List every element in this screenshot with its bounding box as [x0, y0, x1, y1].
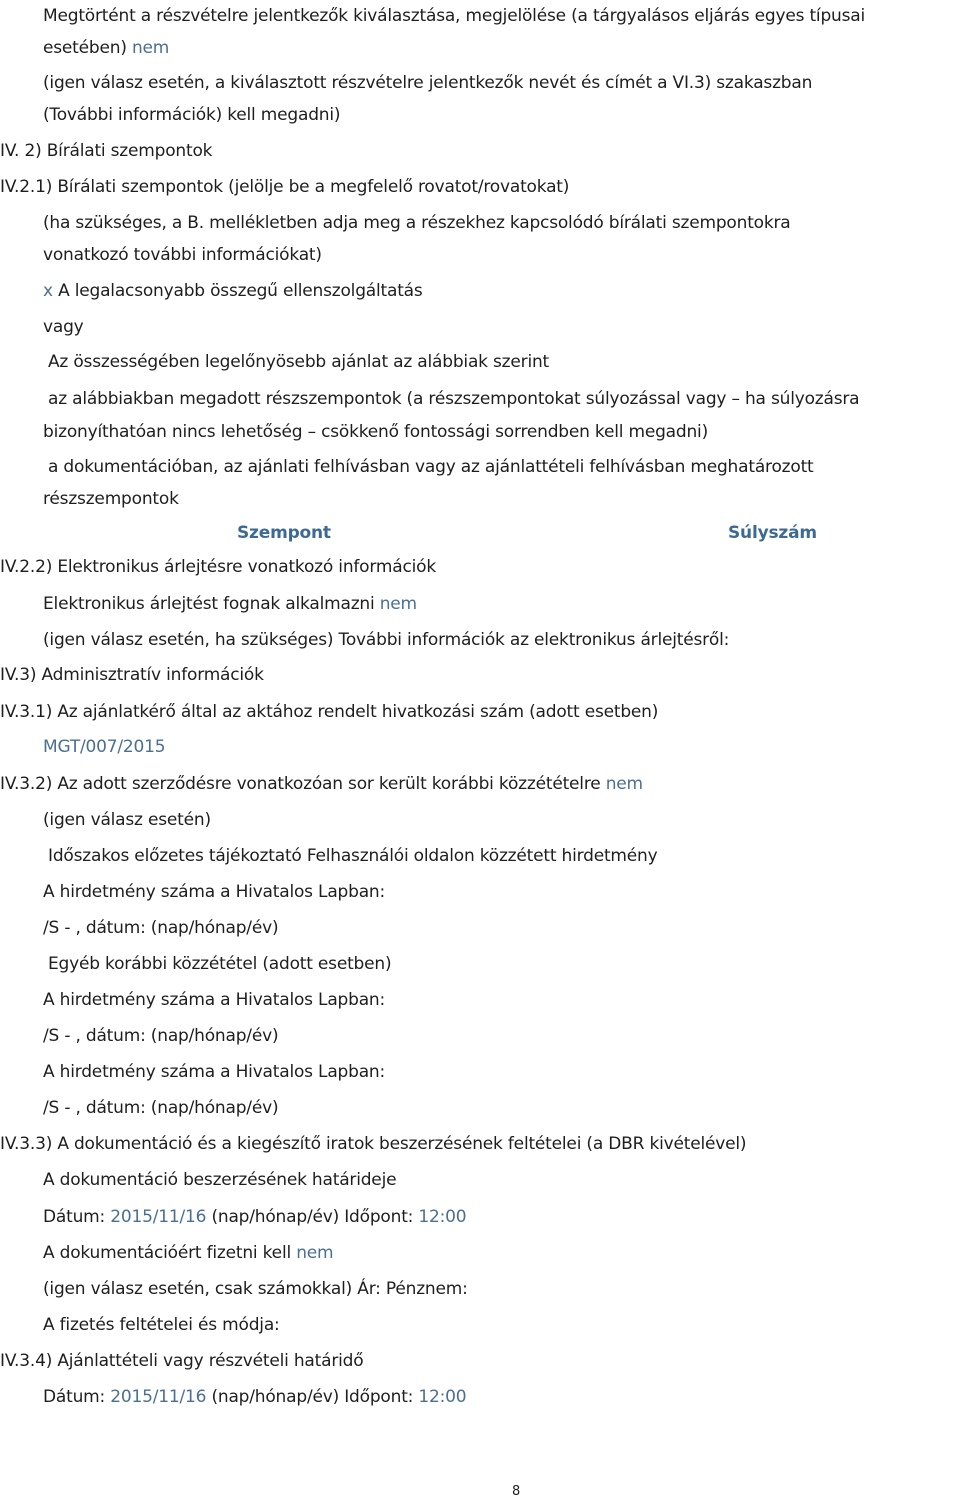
section-heading: IV.3.4) Ajánlattételi vagy részvételi határidő [0, 1351, 364, 1371]
section-heading: IV. 2) Bírálati szempontok [0, 141, 213, 161]
text-line: (igen válasz esetén, ha szükséges) További információk az elektronikus árlejtésről: [43, 630, 730, 650]
text-line [43, 592, 954, 616]
reference-number: MGT/007/2015 [43, 737, 166, 757]
text-line: bizonyíthatóan nincs lehetőség – csökkenő fontossági sorrendben kell megadni) [43, 422, 709, 442]
text-line: a dokumentációban, az ajánlati felhívásban vagy az ajánlattételi felhívásban meghatározott [48, 457, 814, 477]
text-line: (További információk) kell megadni) [43, 105, 341, 125]
answer-value: nem [131, 38, 170, 58]
text-segment: Elektronikus árlejtést fognak alkalmazni [43, 594, 380, 614]
text-line: A fizetés feltételei és módja: [43, 1315, 280, 1335]
text-line: A hirdetmény száma a Hivatalos Lapban: [43, 882, 386, 902]
text-line: vonatkozó további információkat) [43, 245, 322, 265]
text-line [43, 36, 954, 60]
section-heading: IV.3.3) A dokumentáció és a kiegészítő iratok beszerzésének feltételei (a DBR kivételével) [0, 1134, 747, 1154]
checkbox-mark: x [43, 281, 53, 301]
text-line: A hirdetmény száma a Hivatalos Lapban: [43, 990, 386, 1010]
text-segment: Dátum: [43, 1207, 111, 1227]
text-line: Időszakos előzetes tájékoztató Felhasználói oldalon közzétett hirdetmény [48, 846, 658, 866]
text-line: Egyéb korábbi közzététel (adott esetben) [48, 954, 392, 974]
text-line: vagy [43, 317, 84, 337]
answer-value: nem [605, 774, 643, 794]
text-line: az alábbiakban megadott részszempontok (a részszempontokat súlyozással vagy – ha súlyozásra [48, 389, 860, 409]
text-line: Megtörtént a részvételre jelentkezők kiválasztása, megjelölése (a tárgyalásos eljárás egyes típusai [43, 6, 866, 26]
text-segment: A dokumentációért fizetni kell [43, 1243, 297, 1263]
section-heading: IV.2.1) Bírálati szempontok (jelölje be a megfelelő rovatot/rovatokat) [0, 177, 570, 197]
text-segment: esetében) [43, 38, 132, 58]
section-heading: IV.2.2) Elektronikus árlejtésre vonatkozó információk [0, 557, 436, 577]
text-line: részszempontok [43, 489, 179, 509]
text-line: /S - , dátum: (nap/hónap/év) [43, 1026, 279, 1046]
text-line: A dokumentáció beszerzésének határideje [43, 1170, 397, 1190]
time-value: 12:00 [418, 1207, 467, 1227]
section-heading: IV.3) Adminisztratív információk [0, 665, 264, 685]
text-line: A hirdetmény száma a Hivatalos Lapban: [43, 1062, 386, 1082]
text-line [43, 1205, 954, 1229]
text-line [43, 1385, 954, 1409]
date-value: 2015/11/16 [110, 1387, 207, 1407]
column-header-szempont: Szempont [237, 523, 331, 543]
page-number: 8 [511, 1484, 521, 1499]
text-line: (ha szükséges, a B. mellékletben adja meg a részekhez kapcsolódó bírálati szempontokra [43, 213, 791, 233]
text-line [43, 279, 954, 303]
column-header-sulyszam: Súlyszám [728, 523, 817, 543]
text-line: (igen válasz esetén, a kiválasztott részvételre jelentkezők nevét és címét a VI.3) szakaszban [43, 73, 813, 93]
text-line: (igen válasz esetén) [43, 810, 211, 830]
text-line: /S - , dátum: (nap/hónap/év) [43, 1098, 279, 1118]
date-value: 2015/11/16 [110, 1207, 207, 1227]
section-heading [0, 772, 954, 796]
text-line: Az összességében legelőnyösebb ajánlat az alábbiak szerint [48, 352, 550, 372]
text-segment: A legalacsonyabb összegű ellenszolgáltatás [52, 281, 423, 301]
answer-value: nem [379, 594, 417, 614]
answer-value: nem [296, 1243, 334, 1263]
text-segment: (nap/hónap/év) Időpont: [206, 1207, 419, 1227]
text-line: /S - , dátum: (nap/hónap/év) [43, 918, 279, 938]
text-segment: Dátum: [43, 1387, 111, 1407]
section-heading: IV.3.1) Az ajánlatkérő által az aktához rendelt hivatkozási szám (adott esetben) [0, 702, 659, 722]
text-segment: (nap/hónap/év) Időpont: [206, 1387, 419, 1407]
text-segment: IV.3.2) Az adott szerződésre vonatkozóan sor került korábbi közzétételre [0, 774, 606, 794]
text-line [43, 1241, 954, 1265]
time-value: 12:00 [418, 1387, 467, 1407]
text-line: (igen válasz esetén, csak számokkal) Ár: Pénznem: [43, 1279, 468, 1299]
